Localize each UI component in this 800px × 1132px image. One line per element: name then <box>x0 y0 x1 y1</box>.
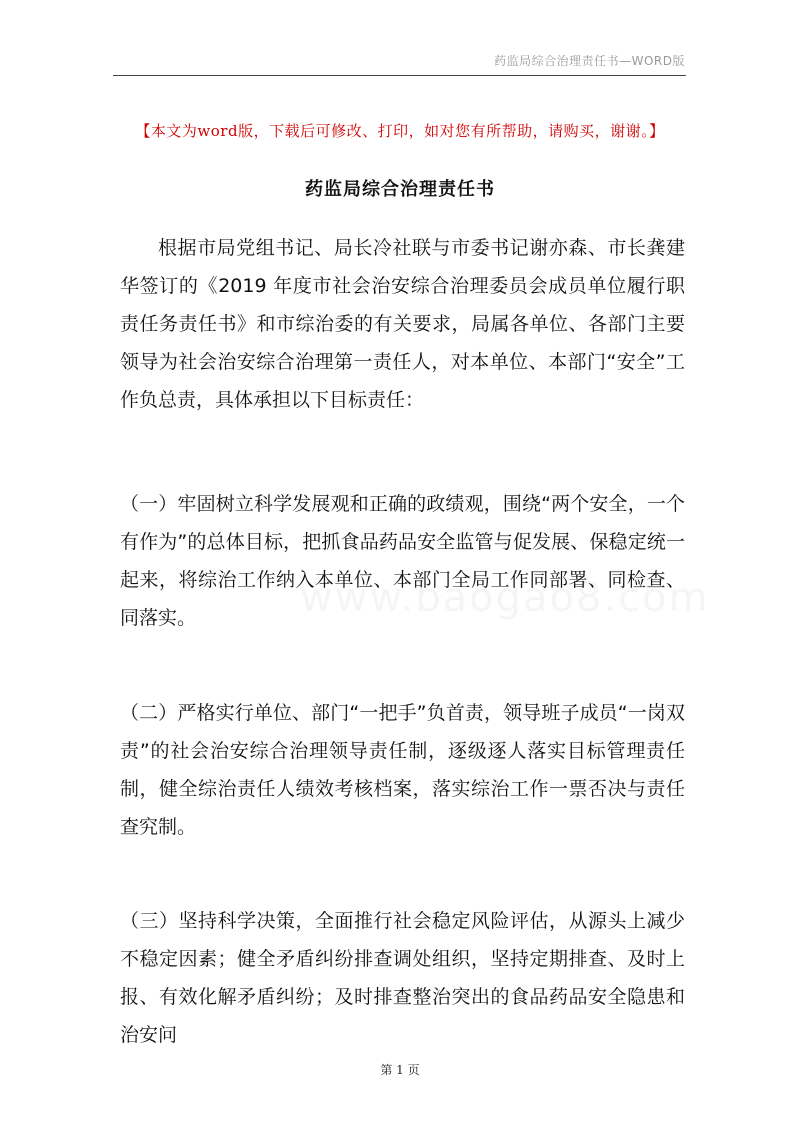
paragraph-intro: 根据市局党组书记、局长冷社联与市委书记谢亦森、市长龚建华签订的《2019 年度市社会治安综合治理委员会成员单位履行职责任务责任书》和市综治委的有关要求，局属各单位、各部门主要领导为社会治安综合治理第一责任人，对本单位、本部门“安全”工作负总责，具体承担以下目标责任： <box>120 237 685 411</box>
paragraph-item-3: （三）坚持科学决策，全面推行社会稳定风险评估，从源头上减少不稳定因素；健全矛盾纠纷排查调处组织，坚持定期排查、及时上报、有效化解矛盾纠纷；及时排查整治突出的食品药品安全隐患和治安问 <box>120 910 685 1046</box>
header-divider <box>113 75 686 76</box>
download-notice: 【本文为word版，下载后可修改、打印，如对您有所帮助，请购买，谢谢。】 <box>135 122 665 140</box>
page-number: 第 1 页 <box>380 1063 420 1077</box>
running-header: 药监局综合治理责任书—WORD版 <box>494 54 685 68</box>
document-title: 药监局综合治理责任书 <box>305 179 495 200</box>
paragraph-item-2: （二）严格实行单位、部门“一把手”负首责，领导班子成员“一岗双责”的社会治安综合治理领导责任制，逐级逐人落实目标管理责任制，健全综治责任人绩效考核档案，落实综治工作一票否决与责任查究制。 <box>120 702 685 838</box>
paragraph-item-1: （一）牢固树立科学发展观和正确的政绩观，围绕“两个安全，一个有作为”的总体目标，把抓食品药品安全监管与促发展、保稳定统一起来，将综治工作纳入本单位、本部门全局工作同部署、同检查、同落实。 <box>120 493 685 629</box>
